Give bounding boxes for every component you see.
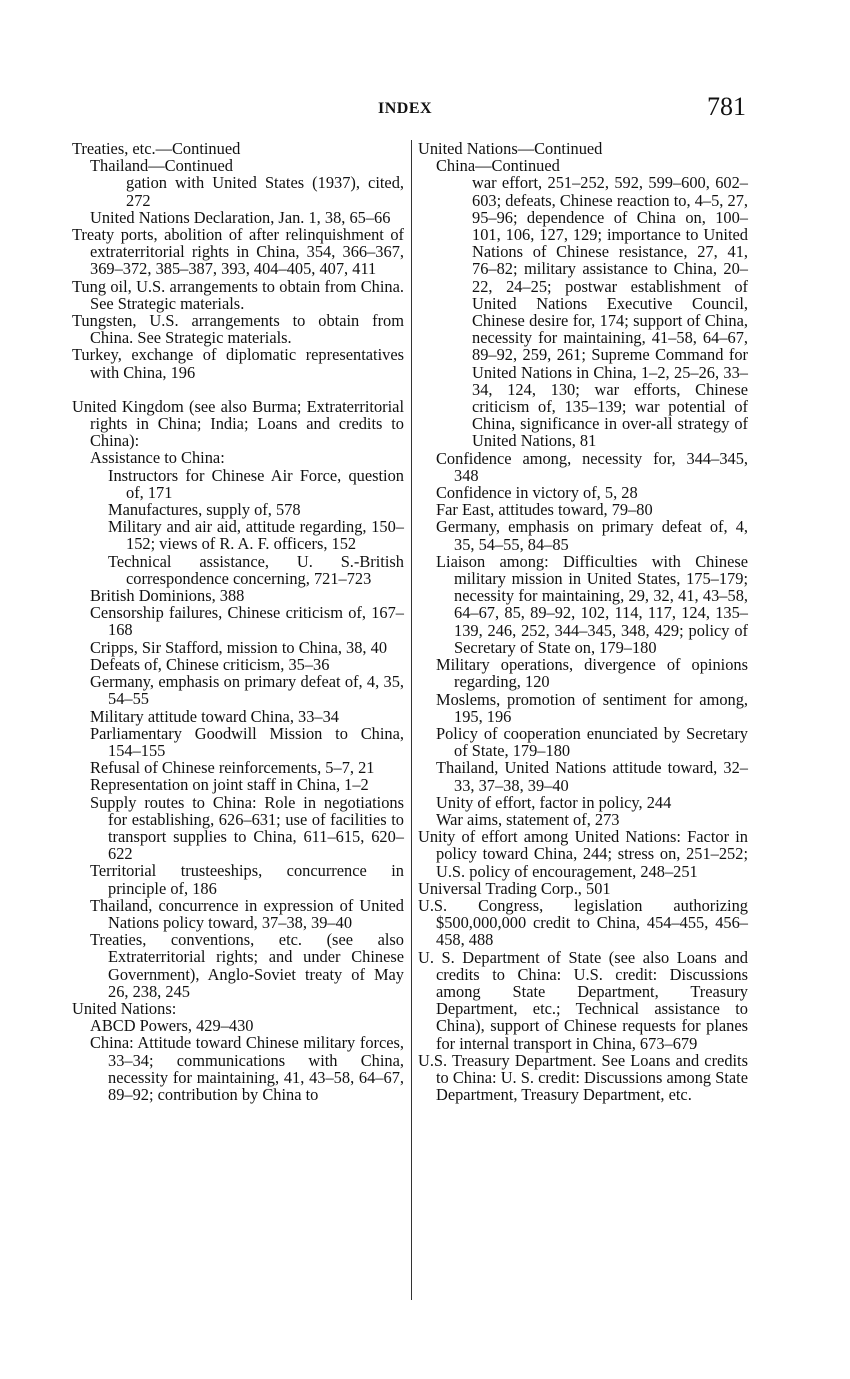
index-entry: Liaison among: Difficulties with Chinese military mission in United States, 175–179; necessity for maintaining, 29, 32, 41, 43–58, 64–67, 85, 89–92, 102, 114, 117, 124, 135–139, 246, 252, 344–345, 348, 429; policy of Secretary of State on, 179–180 bbox=[436, 551, 748, 657]
page-title: INDEX bbox=[378, 100, 433, 117]
index-entry: British Dominions, 388 bbox=[90, 586, 245, 606]
index-entry: Parliamentary Goodwill Mission to China, 154–155 bbox=[90, 723, 404, 760]
index-entry: Turkey, exchange of diplomatic representatives with China, 196 bbox=[72, 345, 404, 382]
index-entry: Treaty ports, abolition of after relinquishment of extraterritorial rights in China, 354, 366–367, 369–372, 385–387, 393, 404–405, 407, 411 bbox=[72, 225, 404, 279]
index-entry: Treaties, conventions, etc. (see also Extraterritorial rights; and under Chinese Government), Anglo-Soviet treaty of May 26, 238, 245 bbox=[90, 930, 404, 1001]
index-entry: Representation on joint staff in China, 1–2 bbox=[90, 775, 369, 795]
index-entry: Instructors for Chinese Air Force, question of, 171 bbox=[108, 465, 404, 502]
index-entry: Military operations, divergence of opinions regarding, 120 bbox=[436, 655, 748, 692]
index-entry: Manufactures, supply of, 578 bbox=[108, 500, 301, 520]
index-entry: Confidence among, necessity for, 344–345, 348 bbox=[436, 448, 748, 485]
index-entry: Supply routes to China: Role in negotiations for establishing, 626–631; use of facilities to transport supplies to China, 611–615, 620–622 bbox=[90, 792, 404, 864]
page-number: 781 bbox=[707, 92, 746, 121]
index-entry: China: Attitude toward Chinese military forces, 33–34; communications with China, necessity for maintaining, 41, 43–58, 64–67, 89–92; contribution by China to bbox=[90, 1033, 404, 1104]
index-entry: U.S. Congress, legislation authorizing $500,000,000 credit to China, 454–455, 456–458, 488 bbox=[418, 895, 748, 950]
index-entry: Cripps, Sir Stafford, mission to China, 38, 40 bbox=[90, 637, 388, 657]
index-entry: Thailand, concurrence in expression of United Nations policy toward, 37–38, 39–40 bbox=[90, 895, 404, 932]
index-entry: Far East, attitudes toward, 79–80 bbox=[436, 500, 653, 520]
index-entry: Unity of effort among United Nations: Factor in policy toward China, 244; stress on, 251–252; U.S. policy of encouragement, 248–251 bbox=[418, 827, 748, 881]
index-entry: ABCD Powers, 429–430 bbox=[90, 1016, 254, 1036]
index-entry: Germany, emphasis on primary defeat of, 4, 35, 54–55, 84–85 bbox=[436, 517, 748, 554]
index-entry: Universal Trading Corp., 501 bbox=[418, 878, 611, 898]
page-header bbox=[0, 92, 850, 132]
index-entry: Military and air aid, attitude regarding, 150–152; views of R. A. F. officers, 152 bbox=[108, 517, 404, 554]
index-entry: Censorship failures, Chinese criticism of, 167–168 bbox=[90, 603, 404, 640]
index-entry: Treaties, etc.—Continued bbox=[72, 139, 241, 158]
index-entry: gation with United States (1937), cited, 272 bbox=[126, 173, 404, 210]
index-entry: Refusal of Chinese reinforcements, 5–7, 21 bbox=[90, 758, 375, 778]
index-entry: Tungsten, U.S. arrangements to obtain from China. See Strategic materials. bbox=[72, 311, 404, 348]
index-entry: China—Continued bbox=[436, 156, 560, 176]
index-entry: Assistance to China: bbox=[90, 448, 225, 468]
index-entry: United Kingdom (see also Burma; Extraterritorial rights in China; India; Loans and credits to China): bbox=[72, 396, 404, 451]
index-column-left bbox=[72, 140, 404, 1103]
index-entry: U. S. Department of State (see also Loans and credits to China: U.S. credit: Discussions among State Department, Treasury Department, etc.; Technical assistance to China), support of Chinese requests for planes for internal transport in China, 673–679 bbox=[418, 947, 748, 1053]
index-entry: United Nations: bbox=[72, 998, 177, 1018]
index-entry: Moslems, promotion of sentiment for among, 195, 196 bbox=[436, 689, 748, 726]
index-entry: Thailand, United Nations attitude toward, 32–33, 37–38, 39–40 bbox=[436, 758, 748, 795]
index-entry: Germany, emphasis on primary defeat of, 4, 35, 54–55 bbox=[90, 672, 404, 709]
index-entry: Military attitude toward China, 33–34 bbox=[90, 706, 340, 726]
index-entry: United Nations—Continued bbox=[418, 139, 603, 158]
column-divider bbox=[411, 140, 412, 1300]
index-entry: War aims, statement of, 273 bbox=[436, 809, 620, 829]
index-entry: war effort, 251–252, 592, 599–600, 602–603; defeats, Chinese reaction to, 4–5, 27, 95–96; dependence of China on, 100–101, 106, 127, 129; importance to United Nations of Chinese resistance, 27, 41, 76–82; military assistance to China, 20–22, 24–25; postwar establishment of United Nations Executive Council, Chinese desire for, 174; support of China, necessity for maintaining, 41–58, 64–67, 89–92, 259, 261; Supreme Command for United Nations in China, 1–2, 25–26, 33–34, 124, 130; war efforts, Chinese criticism of, 135–139; war potential of China, significance in over-all strategy of United Nations, 81 bbox=[472, 173, 748, 451]
index-entry: Defeats of, Chinese criticism, 35–36 bbox=[90, 654, 330, 674]
index-entry: Territorial trusteeships, concurrence in principle of, 186 bbox=[90, 861, 404, 898]
index-entry: Confidence in victory of, 5, 28 bbox=[436, 483, 638, 503]
index-entry: Thailand—Continued bbox=[90, 156, 233, 176]
index-entry: United Nations Declaration, Jan. 1, 38, 65–66 bbox=[90, 207, 391, 227]
index-entry: Technical assistance, U. S.-British correspondence concerning, 721–723 bbox=[108, 551, 404, 588]
index-entry: Unity of effort, factor in policy, 244 bbox=[436, 792, 672, 812]
index-entry: Policy of cooperation enunciated by Secretary of State, 179–180 bbox=[436, 723, 748, 761]
index-entry: U.S. Treasury Department. See Loans and credits to China: U. S. credit: Discussions among State Department, Treasury Department, etc. bbox=[418, 1050, 748, 1105]
index-column-right bbox=[418, 140, 748, 1103]
index-entry: Tung oil, U.S. arrangements to obtain from China. See Strategic materials. bbox=[72, 276, 404, 313]
